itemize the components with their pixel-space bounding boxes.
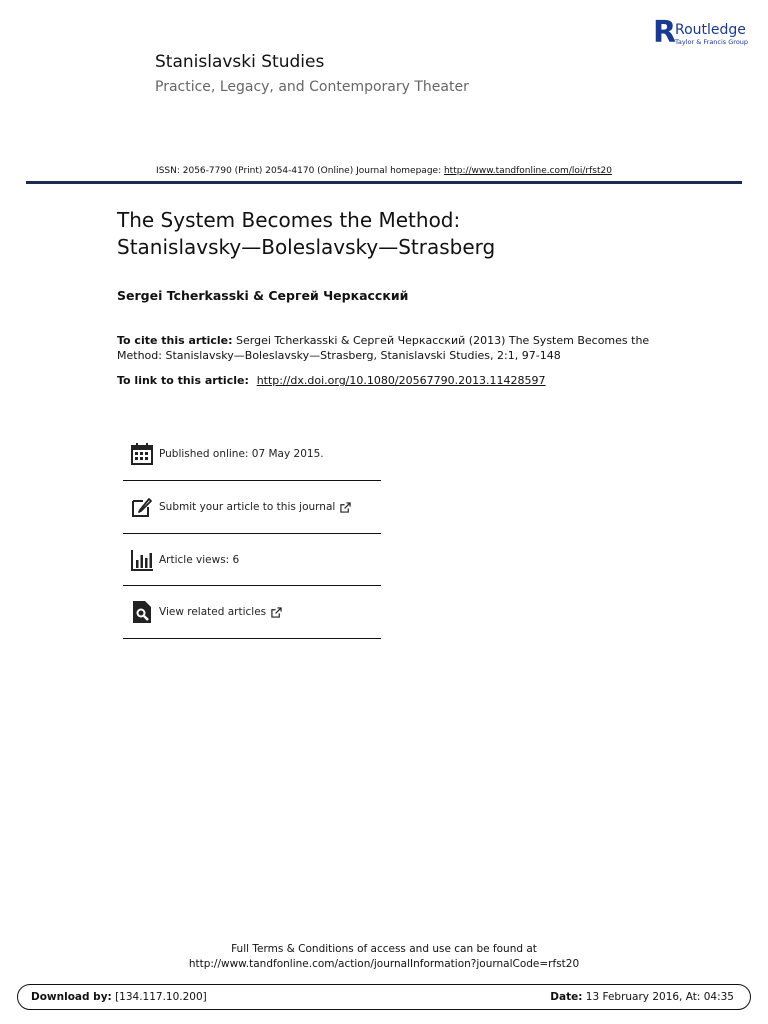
publisher-name: Routledge xyxy=(675,22,746,38)
citation-block xyxy=(117,333,657,363)
article-title-line1: The System Becomes the Method: xyxy=(117,208,461,232)
download-label: Download by: xyxy=(31,991,112,1003)
date-value: 13 February 2016, At: 04:35 xyxy=(582,991,734,1003)
journal-homepage-link[interactable]: http://www.tandfonline.com/loi/rfst20 xyxy=(443,166,612,176)
download-info-bar xyxy=(17,984,751,1010)
article-title xyxy=(117,207,677,261)
calendar-icon xyxy=(127,439,157,469)
doi-link[interactable]: http://dx.doi.org/10.1080/20567790.2013.11428597 xyxy=(256,374,546,387)
routledge-logo-icon: R xyxy=(653,15,677,50)
date-label: Date: xyxy=(550,991,583,1003)
related-articles-row[interactable] xyxy=(123,586,381,639)
bar-chart-icon xyxy=(127,545,157,575)
edit-icon xyxy=(127,492,157,522)
download-ip: [134.117.10.200] xyxy=(111,991,207,1003)
publisher-group: Taylor & Francis Group xyxy=(675,38,749,46)
cite-text: Sergei Tcherkasski & Сергей Черкасский (2013) The System Becomes the Method: Stanislavsky—Boleslavsky—Strasberg, Stanislavski Studies, 2:1, 97-148 xyxy=(117,334,650,362)
journal-title: Stanislavski Studies xyxy=(155,52,325,72)
header-divider xyxy=(26,181,742,184)
publisher-logo[interactable] xyxy=(653,15,749,50)
article-views-label: Article views: 6 xyxy=(159,553,240,566)
download-by xyxy=(31,991,207,1003)
document-search-icon xyxy=(127,597,157,627)
journal-subtitle: Practice, Legacy, and Contemporary Theater xyxy=(155,79,469,95)
published-label: Published online: 07 May 2015. xyxy=(159,448,324,460)
article-views-row xyxy=(123,534,381,586)
article-link-block xyxy=(117,374,546,387)
cite-label: To cite this article: xyxy=(117,334,233,347)
download-date xyxy=(550,991,734,1003)
external-link-icon xyxy=(271,607,282,618)
published-row xyxy=(123,428,381,481)
related-articles-label[interactable]: View related articles xyxy=(159,606,267,618)
terms-line1: Full Terms & Conditions of access and use can be found at xyxy=(231,943,537,955)
terms-notice xyxy=(0,942,768,972)
article-authors: Sergei Tcherkasski & Сергей Черкасский xyxy=(117,288,409,303)
external-link-icon xyxy=(340,502,351,513)
submit-article-row[interactable] xyxy=(123,481,381,534)
submit-article-label[interactable]: Submit your article to this journal xyxy=(159,501,336,513)
terms-url[interactable]: http://www.tandfonline.com/action/journalInformation?journalCode=rfst20 xyxy=(188,958,580,970)
link-label: To link to this article: xyxy=(117,374,253,387)
article-info-list xyxy=(123,428,381,639)
issn-text: ISSN: 2056-7790 (Print) 2054-4170 (Online) Journal homepage: xyxy=(156,166,444,176)
article-title-line2: Stanislavsky—Boleslavsky—Strasberg xyxy=(117,235,496,259)
issn-line xyxy=(0,166,768,176)
